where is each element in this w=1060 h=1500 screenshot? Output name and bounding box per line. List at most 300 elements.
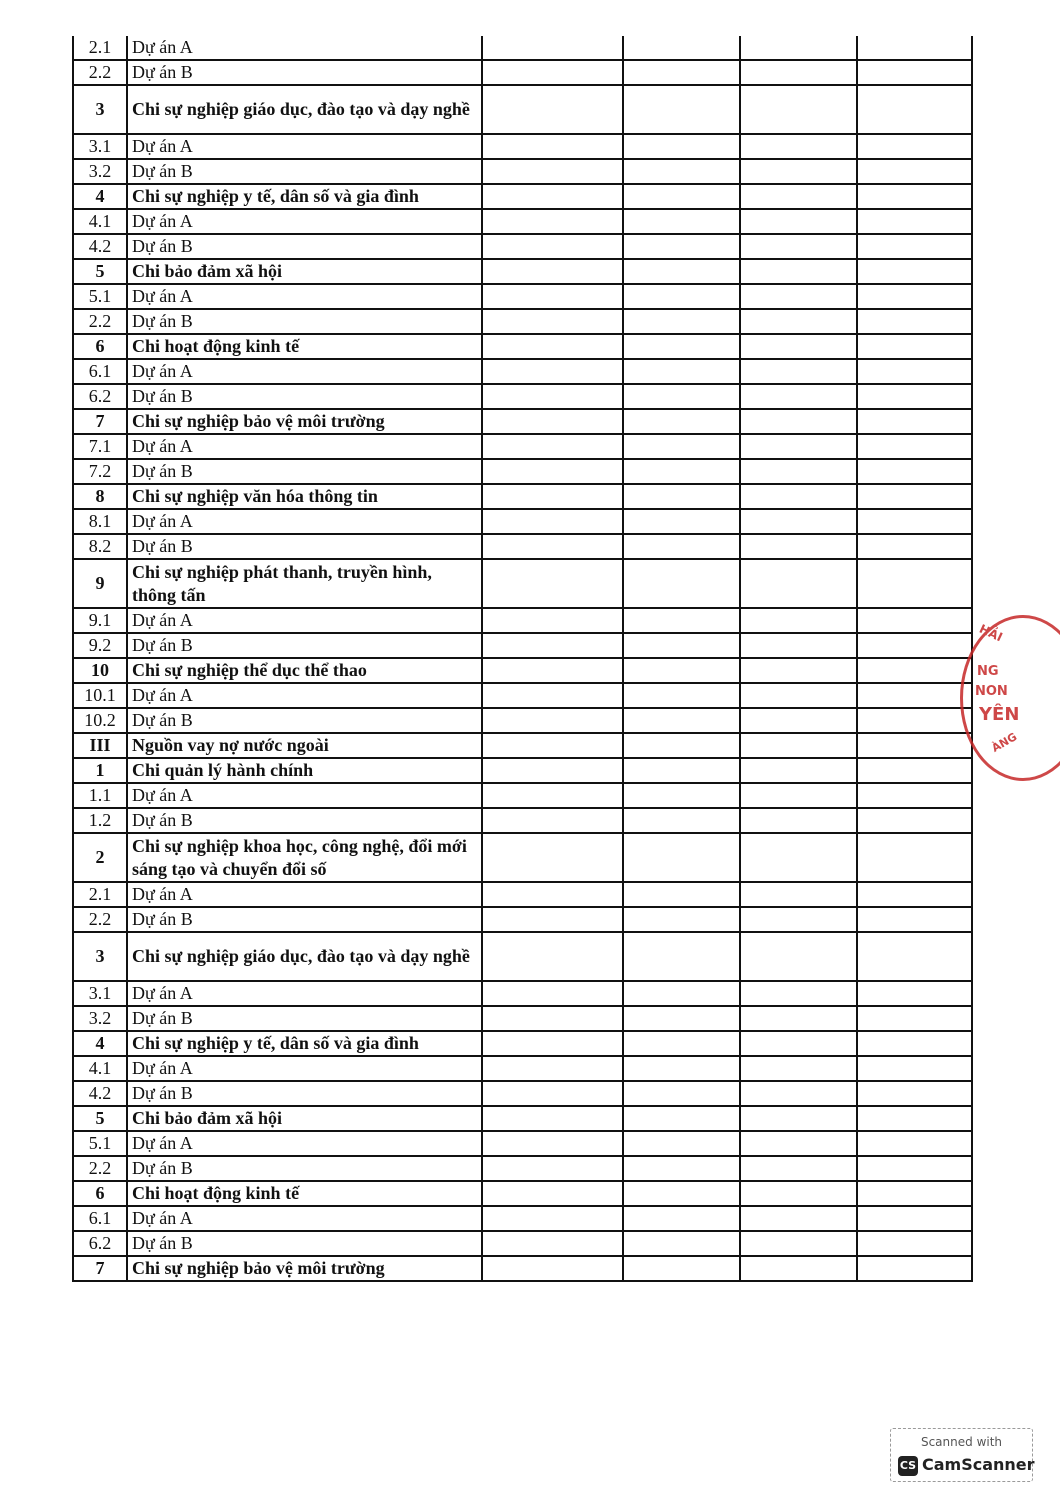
row-description-cell: Chi sự nghiệp khoa học, công nghệ, đổi mới sáng tạo và chuyển đổi số — [127, 833, 482, 882]
empty-value-cell — [623, 36, 740, 60]
table-row — [73, 1181, 972, 1206]
row-number-cell: 4 — [73, 1031, 127, 1056]
row-description-cell: Dự án B — [127, 633, 482, 658]
table-row — [73, 159, 972, 184]
empty-value-cell — [857, 1081, 972, 1106]
empty-value-cell — [623, 459, 740, 484]
empty-value-cell — [623, 882, 740, 907]
empty-value-cell — [623, 683, 740, 708]
table-row — [73, 1006, 972, 1031]
empty-value-cell — [482, 384, 623, 409]
empty-value-cell — [740, 36, 857, 60]
empty-value-cell — [623, 534, 740, 559]
empty-value-cell — [482, 1131, 623, 1156]
empty-value-cell — [857, 981, 972, 1006]
empty-value-cell — [857, 907, 972, 932]
row-number-cell: 4.2 — [73, 234, 127, 259]
budget-table — [72, 36, 973, 1282]
empty-value-cell — [740, 1231, 857, 1256]
row-description-cell: Dự án A — [127, 359, 482, 384]
table-row — [73, 184, 972, 209]
empty-value-cell — [482, 1156, 623, 1181]
row-number-cell: 9.1 — [73, 608, 127, 633]
table-row — [73, 334, 972, 359]
empty-value-cell — [740, 907, 857, 932]
empty-value-cell — [740, 134, 857, 159]
empty-value-cell — [623, 284, 740, 309]
row-number-cell: 2.2 — [73, 309, 127, 334]
row-number-cell: 4.1 — [73, 209, 127, 234]
row-description-cell: Chi hoạt động kinh tế — [127, 334, 482, 359]
table-row — [73, 1156, 972, 1181]
row-description-cell: Dự án B — [127, 907, 482, 932]
empty-value-cell — [740, 309, 857, 334]
row-description-cell: Chi sự nghiệp thể dục thể thao — [127, 658, 482, 683]
table-row — [73, 434, 972, 459]
row-number-cell: 3.1 — [73, 981, 127, 1006]
empty-value-cell — [857, 334, 972, 359]
row-description-cell: Dự án A — [127, 683, 482, 708]
row-description-cell: Dự án B — [127, 459, 482, 484]
empty-value-cell — [857, 1156, 972, 1181]
empty-value-cell — [857, 1256, 972, 1281]
table-row — [73, 384, 972, 409]
empty-value-cell — [623, 384, 740, 409]
empty-value-cell — [857, 1131, 972, 1156]
empty-value-cell — [482, 85, 623, 134]
row-number-cell: 3.2 — [73, 1006, 127, 1031]
empty-value-cell — [857, 484, 972, 509]
row-number-cell: 3.2 — [73, 159, 127, 184]
table-row — [73, 309, 972, 334]
row-number-cell: 1.1 — [73, 783, 127, 808]
empty-value-cell — [623, 1206, 740, 1231]
empty-value-cell — [623, 234, 740, 259]
row-description-cell: Dự án A — [127, 608, 482, 633]
empty-value-cell — [623, 309, 740, 334]
empty-value-cell — [482, 1056, 623, 1081]
empty-value-cell — [740, 683, 857, 708]
empty-value-cell — [482, 1231, 623, 1256]
empty-value-cell — [857, 85, 972, 134]
budget-table-body — [73, 36, 972, 1281]
row-number-cell: 10 — [73, 658, 127, 683]
row-description-cell: Dự án B — [127, 159, 482, 184]
empty-value-cell — [482, 284, 623, 309]
empty-value-cell — [740, 534, 857, 559]
row-description-cell: Dự án B — [127, 1081, 482, 1106]
row-number-cell: 3 — [73, 85, 127, 134]
empty-value-cell — [482, 234, 623, 259]
empty-value-cell — [623, 509, 740, 534]
empty-value-cell — [623, 758, 740, 783]
table-row — [73, 60, 972, 85]
row-description-cell: Dự án B — [127, 708, 482, 733]
empty-value-cell — [857, 209, 972, 234]
stamp-text: NON — [975, 684, 1008, 699]
empty-value-cell — [857, 1006, 972, 1031]
empty-value-cell — [623, 1006, 740, 1031]
empty-value-cell — [482, 1206, 623, 1231]
empty-value-cell — [623, 633, 740, 658]
table-row — [73, 808, 972, 833]
row-number-cell: 3 — [73, 932, 127, 981]
empty-value-cell — [857, 184, 972, 209]
empty-value-cell — [740, 85, 857, 134]
empty-value-cell — [857, 1206, 972, 1231]
empty-value-cell — [482, 1106, 623, 1131]
row-number-cell: 2.1 — [73, 36, 127, 60]
empty-value-cell — [623, 808, 740, 833]
row-number-cell: 8.2 — [73, 534, 127, 559]
row-number-cell: 6.1 — [73, 359, 127, 384]
table-row — [73, 134, 972, 159]
row-number-cell: 3.1 — [73, 134, 127, 159]
empty-value-cell — [482, 758, 623, 783]
row-description-cell: Dự án B — [127, 309, 482, 334]
table-row — [73, 85, 972, 134]
empty-value-cell — [740, 284, 857, 309]
row-number-cell: 2.1 — [73, 882, 127, 907]
row-number-cell: 7.2 — [73, 459, 127, 484]
row-number-cell: 2.2 — [73, 907, 127, 932]
table-row — [73, 484, 972, 509]
empty-value-cell — [857, 1106, 972, 1131]
stamp-text: YÊN — [979, 704, 1020, 725]
empty-value-cell — [740, 808, 857, 833]
empty-value-cell — [623, 1256, 740, 1281]
table-row — [73, 882, 972, 907]
stamp-text: HẢI — [977, 621, 1005, 645]
empty-value-cell — [623, 932, 740, 981]
table-row — [73, 708, 972, 733]
empty-value-cell — [857, 708, 972, 733]
empty-value-cell — [623, 159, 740, 184]
empty-value-cell — [482, 459, 623, 484]
empty-value-cell — [857, 36, 972, 60]
row-description-cell: Chi sự nghiệp giáo dục, đào tạo và dạy nghề — [127, 932, 482, 981]
row-description-cell: Chi hoạt động kinh tế — [127, 1181, 482, 1206]
empty-value-cell — [623, 85, 740, 134]
empty-value-cell — [482, 1081, 623, 1106]
watermark-brand: CamScanner — [922, 1455, 1035, 1474]
row-number-cell: 10.2 — [73, 708, 127, 733]
table-row — [73, 658, 972, 683]
empty-value-cell — [623, 783, 740, 808]
empty-value-cell — [740, 1031, 857, 1056]
empty-value-cell — [740, 509, 857, 534]
empty-value-cell — [482, 683, 623, 708]
empty-value-cell — [623, 1031, 740, 1056]
empty-value-cell — [740, 259, 857, 284]
empty-value-cell — [857, 608, 972, 633]
row-description-cell: Dự án A — [127, 1131, 482, 1156]
empty-value-cell — [482, 409, 623, 434]
empty-value-cell — [623, 60, 740, 85]
empty-value-cell — [740, 384, 857, 409]
empty-value-cell — [740, 209, 857, 234]
empty-value-cell — [623, 484, 740, 509]
empty-value-cell — [857, 459, 972, 484]
empty-value-cell — [482, 783, 623, 808]
empty-value-cell — [740, 1006, 857, 1031]
empty-value-cell — [482, 159, 623, 184]
row-number-cell: 7.1 — [73, 434, 127, 459]
row-description-cell: Nguồn vay nợ nước ngoài — [127, 733, 482, 758]
empty-value-cell — [857, 259, 972, 284]
empty-value-cell — [623, 1081, 740, 1106]
row-description-cell: Chi sự nghiệp bảo vệ môi trường — [127, 409, 482, 434]
empty-value-cell — [623, 708, 740, 733]
empty-value-cell — [482, 259, 623, 284]
row-description-cell: Dự án A — [127, 209, 482, 234]
empty-value-cell — [623, 409, 740, 434]
empty-value-cell — [740, 1081, 857, 1106]
row-number-cell: 9 — [73, 559, 127, 608]
table-row — [73, 209, 972, 234]
empty-value-cell — [740, 608, 857, 633]
row-number-cell: 5 — [73, 1106, 127, 1131]
table-row — [73, 608, 972, 633]
row-description-cell: Dự án A — [127, 134, 482, 159]
empty-value-cell — [482, 1181, 623, 1206]
stamp-text: ÀNG — [989, 730, 1020, 755]
empty-value-cell — [740, 708, 857, 733]
empty-value-cell — [857, 633, 972, 658]
table-row — [73, 36, 972, 60]
row-description-cell: Dự án B — [127, 1156, 482, 1181]
empty-value-cell — [857, 309, 972, 334]
row-number-cell: 6.1 — [73, 1206, 127, 1231]
table-row — [73, 758, 972, 783]
empty-value-cell — [740, 833, 857, 882]
empty-value-cell — [857, 1031, 972, 1056]
empty-value-cell — [740, 434, 857, 459]
row-description-cell: Dự án B — [127, 808, 482, 833]
row-number-cell: 1 — [73, 758, 127, 783]
empty-value-cell — [623, 434, 740, 459]
row-number-cell: III — [73, 733, 127, 758]
row-number-cell: 2.2 — [73, 1156, 127, 1181]
row-description-cell: Dự án B — [127, 1006, 482, 1031]
empty-value-cell — [623, 359, 740, 384]
empty-value-cell — [857, 384, 972, 409]
empty-value-cell — [623, 209, 740, 234]
empty-value-cell — [740, 981, 857, 1006]
empty-value-cell — [740, 459, 857, 484]
empty-value-cell — [857, 808, 972, 833]
row-number-cell: 6 — [73, 1181, 127, 1206]
row-number-cell: 6.2 — [73, 384, 127, 409]
stamp-text: NG — [977, 664, 999, 679]
row-description-cell: Chi sự nghiệp văn hóa thông tin — [127, 484, 482, 509]
empty-value-cell — [482, 359, 623, 384]
empty-value-cell — [623, 134, 740, 159]
empty-value-cell — [857, 534, 972, 559]
table-row — [73, 459, 972, 484]
row-number-cell: 4.1 — [73, 1056, 127, 1081]
empty-value-cell — [482, 484, 623, 509]
empty-value-cell — [740, 1106, 857, 1131]
empty-value-cell — [623, 184, 740, 209]
empty-value-cell — [482, 509, 623, 534]
table-row — [73, 683, 972, 708]
row-description-cell: Dự án A — [127, 36, 482, 60]
empty-value-cell — [623, 1056, 740, 1081]
table-row — [73, 907, 972, 932]
empty-value-cell — [740, 758, 857, 783]
empty-value-cell — [740, 1256, 857, 1281]
empty-value-cell — [740, 559, 857, 608]
empty-value-cell — [857, 159, 972, 184]
empty-value-cell — [623, 1131, 740, 1156]
row-description-cell: Dự án A — [127, 981, 482, 1006]
empty-value-cell — [740, 60, 857, 85]
table-row — [73, 833, 972, 882]
empty-value-cell — [857, 409, 972, 434]
table-row — [73, 783, 972, 808]
empty-value-cell — [740, 1156, 857, 1181]
empty-value-cell — [857, 758, 972, 783]
camscanner-logo-icon: CS — [898, 1456, 918, 1476]
table-row — [73, 733, 972, 758]
table-row — [73, 359, 972, 384]
empty-value-cell — [623, 733, 740, 758]
empty-value-cell — [857, 658, 972, 683]
empty-value-cell — [482, 907, 623, 932]
official-seal-stamp — [960, 615, 1060, 781]
empty-value-cell — [482, 981, 623, 1006]
empty-value-cell — [623, 259, 740, 284]
row-description-cell: Dự án A — [127, 434, 482, 459]
empty-value-cell — [623, 907, 740, 932]
empty-value-cell — [857, 882, 972, 907]
row-description-cell: Dự án A — [127, 509, 482, 534]
empty-value-cell — [740, 1056, 857, 1081]
empty-value-cell — [857, 932, 972, 981]
row-description-cell: Dự án A — [127, 1206, 482, 1231]
empty-value-cell — [482, 60, 623, 85]
empty-value-cell — [740, 184, 857, 209]
empty-value-cell — [482, 608, 623, 633]
row-number-cell: 10.1 — [73, 683, 127, 708]
empty-value-cell — [857, 284, 972, 309]
empty-value-cell — [857, 1181, 972, 1206]
empty-value-cell — [857, 134, 972, 159]
row-number-cell: 4 — [73, 184, 127, 209]
empty-value-cell — [482, 334, 623, 359]
empty-value-cell — [740, 359, 857, 384]
empty-value-cell — [482, 559, 623, 608]
empty-value-cell — [857, 1056, 972, 1081]
empty-value-cell — [623, 658, 740, 683]
empty-value-cell — [740, 334, 857, 359]
row-number-cell: 1.2 — [73, 808, 127, 833]
table-row — [73, 1256, 972, 1281]
row-number-cell: 7 — [73, 409, 127, 434]
row-description-cell: Chi bảo đảm xã hội — [127, 1106, 482, 1131]
empty-value-cell — [482, 534, 623, 559]
empty-value-cell — [740, 633, 857, 658]
table-row — [73, 534, 972, 559]
row-description-cell: Dự án B — [127, 234, 482, 259]
row-number-cell: 5.1 — [73, 284, 127, 309]
table-row — [73, 1056, 972, 1081]
empty-value-cell — [740, 658, 857, 683]
row-description-cell: Dự án B — [127, 60, 482, 85]
empty-value-cell — [740, 409, 857, 434]
empty-value-cell — [857, 683, 972, 708]
row-number-cell: 8.1 — [73, 509, 127, 534]
row-description-cell: Dự án A — [127, 284, 482, 309]
row-description-cell: Dự án B — [127, 1231, 482, 1256]
table-row — [73, 559, 972, 608]
row-number-cell: 8 — [73, 484, 127, 509]
table-row — [73, 1231, 972, 1256]
empty-value-cell — [482, 309, 623, 334]
row-number-cell: 2 — [73, 833, 127, 882]
empty-value-cell — [482, 708, 623, 733]
empty-value-cell — [623, 1181, 740, 1206]
table-row — [73, 259, 972, 284]
empty-value-cell — [740, 1131, 857, 1156]
empty-value-cell — [740, 234, 857, 259]
row-number-cell: 2.2 — [73, 60, 127, 85]
table-row — [73, 981, 972, 1006]
row-description-cell: Chi sự nghiệp y tế, dân số và gia đình — [127, 1031, 482, 1056]
row-description-cell: Dự án A — [127, 882, 482, 907]
empty-value-cell — [857, 359, 972, 384]
row-description-cell: Chi quản lý hành chính — [127, 758, 482, 783]
empty-value-cell — [740, 1181, 857, 1206]
empty-value-cell — [857, 509, 972, 534]
row-number-cell: 6.2 — [73, 1231, 127, 1256]
empty-value-cell — [482, 658, 623, 683]
row-description-cell: Chi sự nghiệp bảo vệ môi trường — [127, 1256, 482, 1281]
empty-value-cell — [857, 783, 972, 808]
empty-value-cell — [482, 1031, 623, 1056]
empty-value-cell — [623, 1231, 740, 1256]
row-description-cell: Dự án A — [127, 783, 482, 808]
empty-value-cell — [482, 134, 623, 159]
empty-value-cell — [482, 434, 623, 459]
empty-value-cell — [740, 484, 857, 509]
table-row — [73, 633, 972, 658]
empty-value-cell — [482, 1006, 623, 1031]
row-description-cell: Chi bảo đảm xã hội — [127, 259, 482, 284]
empty-value-cell — [740, 932, 857, 981]
table-row — [73, 509, 972, 534]
table-row — [73, 1131, 972, 1156]
row-description-cell: Dự án B — [127, 384, 482, 409]
table-row — [73, 1031, 972, 1056]
empty-value-cell — [740, 733, 857, 758]
table-row — [73, 1206, 972, 1231]
empty-value-cell — [623, 981, 740, 1006]
row-number-cell: 9.2 — [73, 633, 127, 658]
row-description-cell: Dự án A — [127, 1056, 482, 1081]
empty-value-cell — [740, 783, 857, 808]
empty-value-cell — [482, 36, 623, 60]
row-description-cell: Dự án B — [127, 534, 482, 559]
row-number-cell: 4.2 — [73, 1081, 127, 1106]
table-row — [73, 932, 972, 981]
empty-value-cell — [623, 559, 740, 608]
empty-value-cell — [857, 559, 972, 608]
table-row — [73, 1081, 972, 1106]
empty-value-cell — [482, 882, 623, 907]
empty-value-cell — [482, 932, 623, 981]
